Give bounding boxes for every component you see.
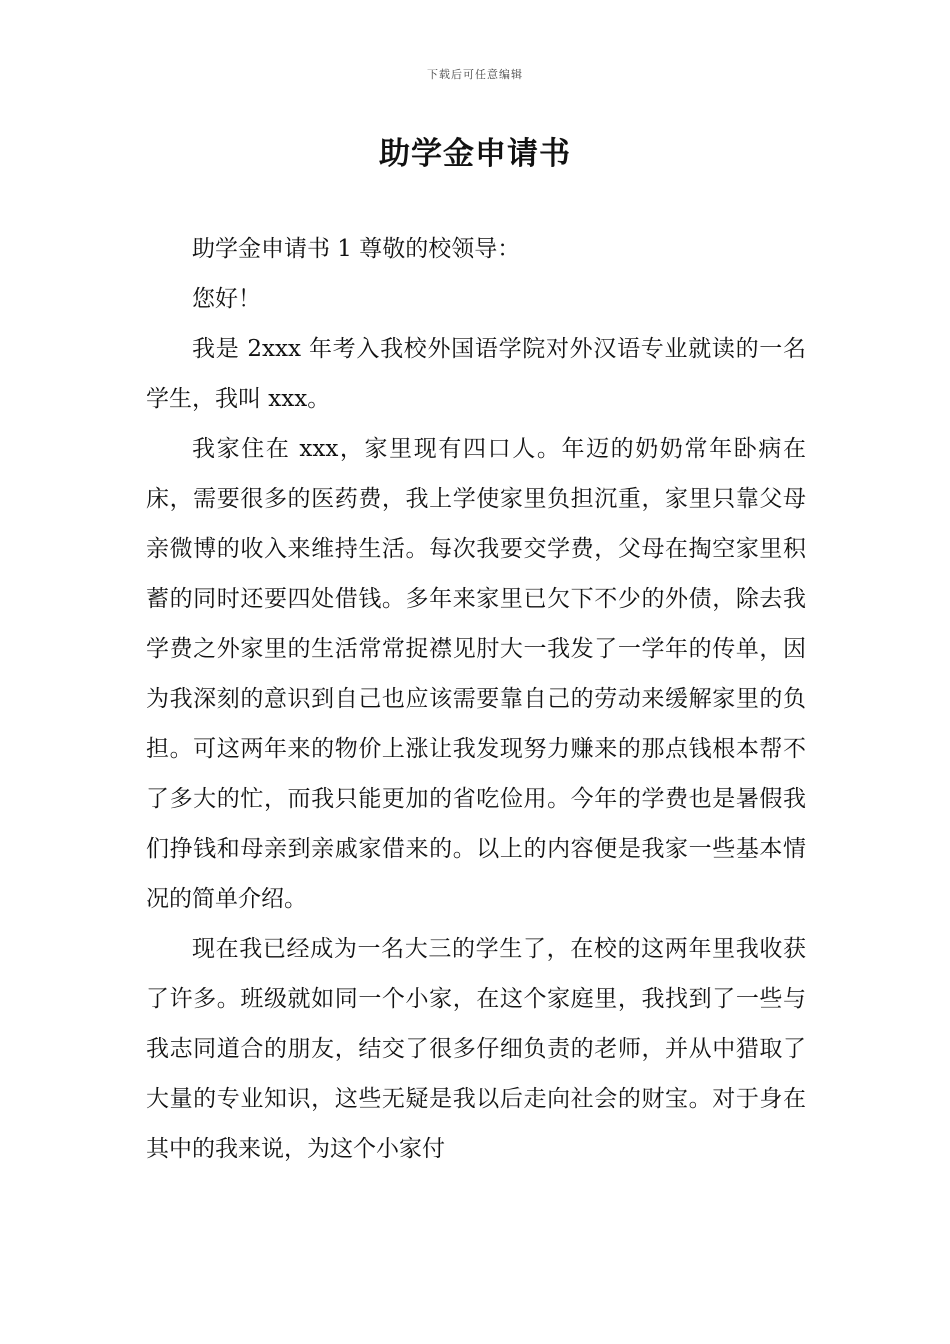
paragraph-family-situation: 我家住在 xxx，家里现有四口人。年迈的奶奶常年卧病在床，需要很多的医药费，我上学使家里负担沉重，家里只靠父母亲微博的收入来维持生活。每次我要交学费，父母在掏空家里积蓄的同时还要四处借钱。多年来家里已欠下不少的外债，除去我学费之外家里的生活常常捉襟见肘大一我发了一学年的传单，因为我深刻的意识到自己也应该需要靠自己的劳动来缓解家里的负担。可这两年来的物价上涨让我发现努力赚来的那点钱根本帮不了多大的忙，而我只能更加的省吃俭用。今年的学费也是暑假我们挣钱和母亲到亲戚家借来的。以上的内容便是我家一些基本情况的简单介绍。 [146, 436, 806, 912]
paragraph-greeting-line: 助学金申请书 1 尊敬的校领导： [192, 236, 521, 262]
paragraph-school-life: 现在我已经成为一名大三的学生了，在校的这两年里我收获了许多。班级就如同一个小家，在这个家庭里，我找到了一些与我志同道合的朋友，结交了很多仔细负责的老师，并从中猎取了大量的专业知识，这些无疑是我以后走向社会的财宝。对于身在其中的我来说，为这个小家付 [146, 936, 806, 1162]
document-body [146, 224, 806, 1174]
paragraph-self-introduction: 我是 2xxx 年考入我校外国语学院对外汉语专业就读的一名学生，我叫 xxx。 [146, 336, 806, 412]
paragraph-salutation: 您好！ [192, 286, 261, 312]
header-note: 下载后可任意编辑 [427, 68, 523, 81]
document-title: 助学金申请书 [379, 136, 571, 172]
